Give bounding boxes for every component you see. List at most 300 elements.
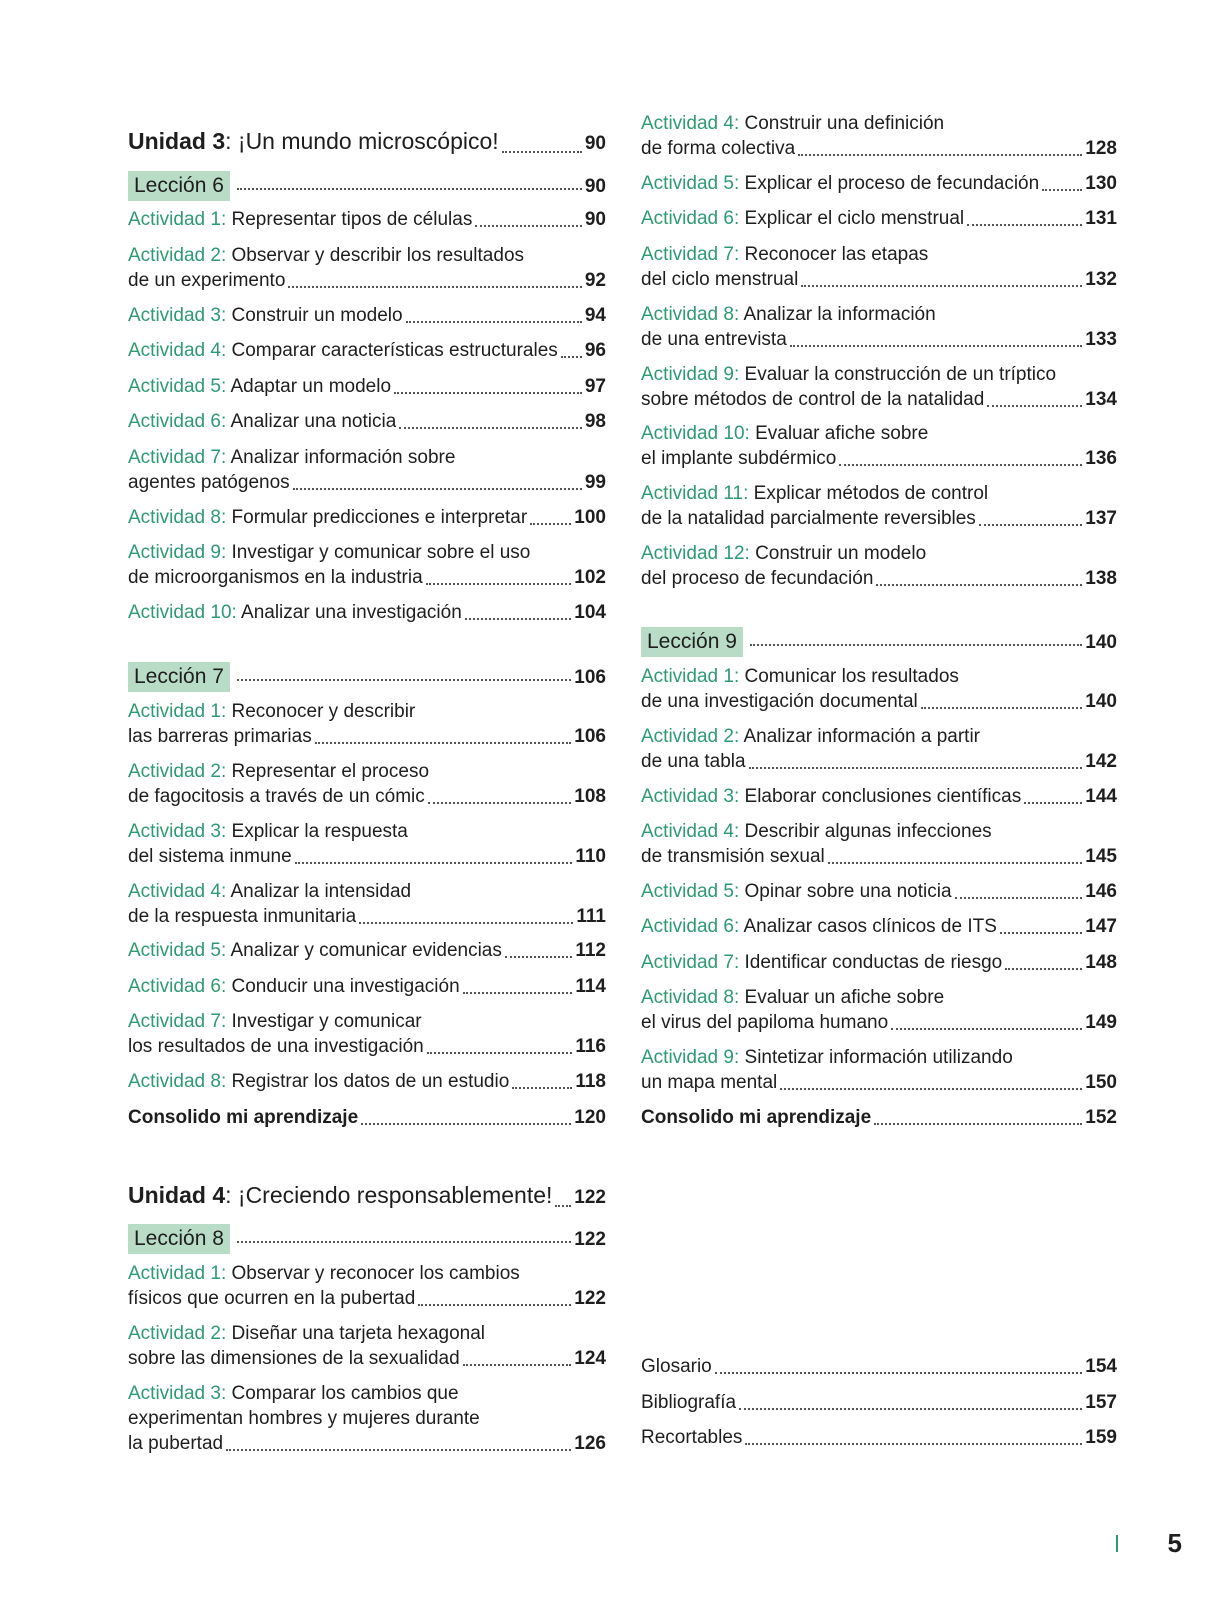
activity-entry[interactable] xyxy=(641,541,1117,591)
activity-title: Evaluar afiche sobre xyxy=(755,423,929,444)
page-ref: 92 xyxy=(584,270,606,291)
activity-label: Actividad 7: xyxy=(128,1011,227,1032)
toc-line xyxy=(641,1045,1117,1070)
leader-dots xyxy=(1000,932,1082,934)
toc-row xyxy=(128,303,606,328)
activity-entry[interactable] xyxy=(641,724,1117,774)
unit-title: : ¡Creciendo responsablemente! xyxy=(225,1182,553,1208)
activity-label: Actividad 6: xyxy=(128,411,227,432)
page-number-bar xyxy=(1116,1535,1118,1552)
leader-dots xyxy=(874,1123,1082,1125)
leader-dots xyxy=(891,1028,1082,1030)
activity-entry[interactable] xyxy=(641,819,1117,869)
activity-title: de una investigación documental xyxy=(641,691,918,712)
activity-entry[interactable] xyxy=(641,1045,1117,1095)
activity-title: Opinar sobre una noticia xyxy=(744,881,952,902)
activity-entry[interactable] xyxy=(641,206,1117,231)
toc-text xyxy=(128,938,502,963)
activity-title: las barreras primarias xyxy=(128,726,312,747)
toc-text xyxy=(641,1070,777,1095)
toc-text xyxy=(128,1180,552,1210)
toc-line xyxy=(128,699,606,724)
backmatter-entry[interactable] xyxy=(641,1425,1117,1450)
page-ref: 108 xyxy=(574,786,606,807)
activity-label: Actividad 6: xyxy=(641,916,740,937)
activity-title: Analizar casos clínicos de ITS xyxy=(743,916,997,937)
leader-dots xyxy=(780,1088,1082,1090)
activity-entry[interactable] xyxy=(641,950,1117,975)
toc-row xyxy=(128,844,606,869)
leader-dots xyxy=(359,922,573,924)
activity-entry[interactable] xyxy=(128,1261,606,1311)
activity-entry[interactable] xyxy=(128,759,606,809)
toc-text xyxy=(641,136,795,161)
page-ref: 99 xyxy=(584,472,606,493)
page-ref: 100 xyxy=(574,507,606,528)
activity-entry[interactable] xyxy=(641,879,1117,904)
leader-dots xyxy=(505,956,572,958)
activity-title: los resultados de una investigación xyxy=(128,1036,424,1057)
toc-row xyxy=(128,938,606,963)
leader-dots xyxy=(876,584,1082,586)
toc-text xyxy=(641,327,787,352)
backmatter-entry[interactable] xyxy=(641,1390,1117,1415)
page-ref: 90 xyxy=(584,133,606,154)
activity-title: Conducir una investigación xyxy=(231,976,460,997)
page-ref: 102 xyxy=(574,567,606,588)
leader-dots xyxy=(979,524,1082,526)
consolido-entry[interactable] xyxy=(128,1105,606,1130)
activity-label: Actividad 4: xyxy=(641,821,740,842)
activity-title: Reconocer las etapas xyxy=(744,244,929,265)
page-ref: 159 xyxy=(1085,1427,1117,1448)
activity-title: Evaluar un afiche sobre xyxy=(744,987,945,1008)
leader-dots xyxy=(463,1364,572,1366)
page-ref: 148 xyxy=(1085,952,1117,973)
toc-row xyxy=(128,974,606,999)
leader-dots xyxy=(801,285,1082,287)
activity-title: Diseñar una tarjeta hexagonal xyxy=(231,1323,486,1344)
toc-text xyxy=(641,387,984,412)
toc-text xyxy=(128,904,356,929)
leader-dots xyxy=(828,862,1083,864)
toc-line xyxy=(128,1381,606,1406)
leader-dots xyxy=(418,1304,571,1306)
leader-dots xyxy=(555,1205,571,1207)
activity-label: Actividad 8: xyxy=(128,1071,227,1092)
toc-line xyxy=(128,759,606,784)
activity-entry[interactable] xyxy=(641,171,1117,196)
page-ref: 150 xyxy=(1085,1072,1117,1093)
activity-title: Investigar y comunicar xyxy=(231,1011,422,1032)
page-ref: 140 xyxy=(1085,631,1117,653)
activity-title: Explicar el ciclo menstrual xyxy=(744,208,965,229)
toc-row xyxy=(641,327,1117,352)
page-ref: 106 xyxy=(574,666,606,688)
toc-text xyxy=(128,662,234,692)
activity-label: Actividad 4: xyxy=(641,113,740,134)
activity-entry[interactable] xyxy=(641,914,1117,939)
toc-text xyxy=(641,879,952,904)
leader-dots xyxy=(463,992,573,994)
toc-text xyxy=(641,1390,736,1415)
activity-entry[interactable] xyxy=(128,207,606,232)
unit-title: : ¡Un mundo microscópico! xyxy=(225,128,499,154)
toc-row xyxy=(128,565,606,590)
page-ref: 106 xyxy=(574,726,606,747)
activity-label: Actividad 12: xyxy=(641,543,750,564)
activity-title: Analizar información sobre xyxy=(230,447,456,468)
toc-line xyxy=(641,362,1117,387)
activity-title: Explicar el proceso de fecundación xyxy=(744,173,1040,194)
activity-title: Formular predicciones e interpretar xyxy=(231,507,528,528)
activity-title: de fagocitosis a través de un cómic xyxy=(128,786,425,807)
toc-row xyxy=(641,1105,1117,1130)
toc-row xyxy=(641,446,1117,471)
toc-text xyxy=(641,1425,742,1450)
toc-row xyxy=(641,784,1117,809)
activity-entry[interactable] xyxy=(128,243,606,293)
toc-text xyxy=(128,1431,223,1456)
leader-dots xyxy=(955,897,1083,899)
toc-text xyxy=(641,784,1021,809)
leader-dots xyxy=(428,802,572,804)
activity-label: Actividad 4: xyxy=(128,340,227,361)
backmatter-entry-label: Glosario xyxy=(641,1356,712,1377)
activity-entry[interactable] xyxy=(128,819,606,869)
page-ref: 90 xyxy=(584,209,606,230)
activity-title: Comparar características estructurales xyxy=(231,340,558,361)
activity-entry[interactable] xyxy=(128,938,606,963)
activity-title: del ciclo menstrual xyxy=(641,269,799,290)
page-ref: 142 xyxy=(1085,751,1117,772)
activity-entry[interactable] xyxy=(128,1069,606,1094)
lesson-badge: Lección 8 xyxy=(128,1224,230,1254)
activity-entry[interactable] xyxy=(641,111,1117,161)
leader-dots xyxy=(427,1052,573,1054)
activity-title: Evaluar la construcción de un tríptico xyxy=(744,364,1057,385)
page-ref: 90 xyxy=(584,175,606,197)
toc-line xyxy=(641,664,1117,689)
page-ref: 130 xyxy=(1085,173,1117,194)
activity-title: sobre métodos de control de la natalidad xyxy=(641,389,985,410)
activity-title: Elaborar conclusiones científicas xyxy=(744,786,1022,807)
activity-entry[interactable] xyxy=(128,974,606,999)
toc-line xyxy=(128,243,606,268)
toc-row xyxy=(128,1224,606,1254)
toc-text xyxy=(641,627,747,657)
activity-entry[interactable] xyxy=(128,1321,606,1371)
page-ref: 120 xyxy=(574,1107,606,1128)
activity-label: Actividad 9: xyxy=(128,542,227,563)
activity-label: Actividad 1: xyxy=(128,701,227,722)
toc-text xyxy=(128,268,285,293)
activity-label: Actividad 2: xyxy=(128,245,227,266)
activity-entry[interactable] xyxy=(128,445,606,495)
activity-title: sobre las dimensiones de la sexualidad xyxy=(128,1348,460,1369)
consolido-entry[interactable] xyxy=(641,1105,1117,1130)
page-ref: 98 xyxy=(584,411,606,432)
activity-entry[interactable] xyxy=(641,481,1117,531)
unit-number: Unidad 4 xyxy=(128,1182,226,1208)
leader-dots xyxy=(1024,802,1082,804)
activity-title: Identificar conductas de riesgo xyxy=(744,952,1003,973)
leader-dots xyxy=(530,523,571,525)
toc-text xyxy=(128,470,290,495)
activity-title: Describir algunas infecciones xyxy=(744,821,992,842)
activity-label: Actividad 3: xyxy=(128,1383,227,1404)
toc-text xyxy=(128,126,499,156)
activity-entry[interactable] xyxy=(128,540,606,590)
leader-dots xyxy=(288,286,581,288)
toc-text xyxy=(641,749,746,774)
lesson-heading[interactable] xyxy=(128,662,606,692)
toc-row xyxy=(641,136,1117,161)
toc-line xyxy=(641,242,1117,267)
toc-text xyxy=(641,914,997,939)
activity-label: Actividad 5: xyxy=(128,376,227,397)
unit-number: Unidad 3 xyxy=(128,128,226,154)
activity-entry[interactable] xyxy=(641,784,1117,809)
activity-entry[interactable] xyxy=(641,985,1117,1035)
activity-label: Actividad 7: xyxy=(128,447,227,468)
activity-entry[interactable] xyxy=(128,338,606,363)
activity-label: Actividad 5: xyxy=(128,940,227,961)
activity-label: Actividad 5: xyxy=(641,173,740,194)
activity-title: de un experimento xyxy=(128,270,286,291)
toc-row xyxy=(641,1070,1117,1095)
activity-title: Analizar la información xyxy=(743,304,936,325)
activity-title: Comunicar los resultados xyxy=(744,666,959,687)
unit-heading[interactable] xyxy=(128,126,606,159)
page-ref: 122 xyxy=(574,1228,606,1250)
backmatter-entry[interactable] xyxy=(641,1354,1117,1379)
activity-entry[interactable] xyxy=(128,600,606,625)
leader-dots xyxy=(749,767,1083,769)
toc-row xyxy=(128,1286,606,1311)
toc-row xyxy=(128,1180,606,1213)
toc-row xyxy=(128,1346,606,1371)
page-ref: 110 xyxy=(575,846,606,867)
activity-label: Actividad 11: xyxy=(641,483,749,504)
lesson-badge: Lección 9 xyxy=(641,627,743,657)
activity-entry[interactable] xyxy=(128,699,606,749)
activity-title: Analizar una investigación xyxy=(241,602,462,623)
activity-title: Analizar información a partir xyxy=(743,726,981,747)
activity-entry[interactable] xyxy=(128,1381,606,1456)
leader-dots xyxy=(394,392,582,394)
activity-entry[interactable] xyxy=(128,1009,606,1059)
toc-line xyxy=(641,302,1117,327)
activity-title: Explicar la respuesta xyxy=(231,821,408,842)
leader-dots xyxy=(465,618,572,620)
toc-text xyxy=(641,689,918,714)
leader-dots xyxy=(715,1372,1083,1374)
page-ref: 140 xyxy=(1085,691,1117,712)
leader-dots xyxy=(502,151,582,153)
toc-line xyxy=(128,819,606,844)
activity-title: de forma colectiva xyxy=(641,138,796,159)
toc-row xyxy=(641,267,1117,292)
consolido-entry-label: Consolido mi aprendizaje xyxy=(128,1107,359,1128)
leader-dots xyxy=(967,224,1082,226)
page-ref: 122 xyxy=(574,1288,606,1309)
backmatter-entry-label: Recortables xyxy=(641,1427,743,1448)
toc-text xyxy=(641,1105,871,1130)
activity-label: Actividad 3: xyxy=(128,305,227,326)
leader-dots xyxy=(315,742,572,744)
page-ref: 157 xyxy=(1085,1392,1117,1413)
activity-entry[interactable] xyxy=(641,242,1117,292)
activity-title: Analizar y comunicar evidencias xyxy=(230,940,502,961)
leader-dots xyxy=(293,488,582,490)
toc-row xyxy=(641,566,1117,591)
activity-entry[interactable] xyxy=(128,505,606,530)
toc-text xyxy=(128,724,312,749)
toc-line xyxy=(128,445,606,470)
activity-label: Actividad 10: xyxy=(641,423,750,444)
toc-row xyxy=(128,268,606,293)
toc-text xyxy=(641,844,825,869)
leader-dots xyxy=(226,1449,571,1451)
toc-row xyxy=(641,1010,1117,1035)
lesson-badge: Lección 6 xyxy=(128,171,230,201)
toc-text xyxy=(128,1034,424,1059)
activity-label: Actividad 4: xyxy=(128,881,227,902)
page-ref: 145 xyxy=(1085,846,1117,867)
page-ref: 152 xyxy=(1085,1107,1117,1128)
page-ref: 137 xyxy=(1085,508,1117,529)
toc-line xyxy=(128,1406,606,1431)
activity-title: de transmisión sexual xyxy=(641,846,825,867)
toc-row xyxy=(641,749,1117,774)
leader-dots xyxy=(1042,189,1082,191)
activity-entry[interactable] xyxy=(641,664,1117,714)
toc-line xyxy=(128,540,606,565)
activity-title: Construir un modelo xyxy=(231,305,403,326)
activity-title: Analizar la intensidad xyxy=(230,881,412,902)
toc-row xyxy=(128,338,606,363)
toc-text xyxy=(128,974,460,999)
page-ref: 112 xyxy=(575,940,606,961)
toc-line xyxy=(641,111,1117,136)
leader-dots xyxy=(426,583,572,585)
toc-row xyxy=(641,1390,1117,1415)
leader-dots xyxy=(237,188,582,190)
activity-entry[interactable] xyxy=(641,421,1117,471)
toc-text xyxy=(641,171,1039,196)
leader-dots xyxy=(739,1408,1082,1410)
page-ref: 94 xyxy=(584,305,606,326)
toc-row xyxy=(128,1069,606,1094)
toc-row xyxy=(641,1354,1117,1379)
toc-text xyxy=(128,844,292,869)
page-ref: 144 xyxy=(1085,786,1117,807)
toc-row xyxy=(641,387,1117,412)
leader-dots xyxy=(512,1087,572,1089)
toc-text xyxy=(641,506,976,531)
activity-title: agentes patógenos xyxy=(128,472,290,493)
lesson-badge: Lección 7 xyxy=(128,662,230,692)
activity-entry[interactable] xyxy=(128,303,606,328)
toc-line xyxy=(128,879,606,904)
lesson-heading[interactable] xyxy=(641,627,1117,657)
toc-row xyxy=(128,724,606,749)
consolido-entry-label: Consolido mi aprendizaje xyxy=(641,1107,872,1128)
leader-dots xyxy=(839,464,1082,466)
leader-dots xyxy=(399,427,582,429)
page-ref: 133 xyxy=(1085,329,1117,350)
page-ref: 96 xyxy=(584,340,606,361)
lesson-heading[interactable] xyxy=(128,1224,606,1254)
activity-entry[interactable] xyxy=(128,409,606,434)
toc-text xyxy=(128,1105,358,1130)
activity-title: un mapa mental xyxy=(641,1072,778,1093)
toc-text xyxy=(641,566,873,591)
leader-dots xyxy=(406,321,582,323)
toc-row xyxy=(641,914,1117,939)
activity-title: Sintetizar información utilizando xyxy=(744,1047,1013,1068)
page-ref: 118 xyxy=(575,1071,606,1092)
activity-title: de una entrevista xyxy=(641,329,787,350)
activity-title: Representar tipos de células xyxy=(231,209,473,230)
activity-title: el virus del papiloma humano xyxy=(641,1012,889,1033)
toc-row xyxy=(128,409,606,434)
leader-dots xyxy=(750,644,1082,646)
page-ref: 124 xyxy=(574,1348,606,1369)
page-ref: 114 xyxy=(575,976,606,997)
toc-row xyxy=(641,627,1117,657)
toc-line xyxy=(641,421,1117,446)
activity-label: Actividad 7: xyxy=(641,244,740,265)
activity-title: el implante subdérmico xyxy=(641,448,837,469)
page-ref: 97 xyxy=(584,376,606,397)
backmatter-entry-label: Bibliografía xyxy=(641,1392,737,1413)
activity-title: Explicar métodos de control xyxy=(753,483,989,504)
toc-line xyxy=(641,819,1117,844)
activity-title: del sistema inmune xyxy=(128,846,292,867)
activity-title: de microorganismos en la industria xyxy=(128,567,423,588)
toc-line xyxy=(641,541,1117,566)
page-ref: 147 xyxy=(1085,916,1117,937)
activity-label: Actividad 6: xyxy=(128,976,227,997)
activity-entry[interactable] xyxy=(641,362,1117,412)
page-ref: 128 xyxy=(1085,138,1117,159)
unit-heading[interactable] xyxy=(128,1180,606,1213)
toc-text xyxy=(128,303,403,328)
toc-text xyxy=(128,374,391,399)
activity-title: Observar y reconocer los cambios xyxy=(231,1263,520,1284)
toc-row xyxy=(641,950,1117,975)
activity-entry[interactable] xyxy=(128,374,606,399)
activity-label: Actividad 8: xyxy=(641,987,740,1008)
activity-title: Analizar una noticia xyxy=(230,411,397,432)
page-ref: 138 xyxy=(1085,568,1117,589)
page-ref: 132 xyxy=(1085,269,1117,290)
lesson-heading[interactable] xyxy=(128,171,606,201)
activity-label: Actividad 10: xyxy=(128,602,237,623)
page-ref: 146 xyxy=(1085,881,1117,902)
activity-title: Registrar los datos de un estudio xyxy=(231,1071,510,1092)
leader-dots xyxy=(1005,968,1082,970)
toc-text xyxy=(128,1224,234,1254)
activity-entry[interactable] xyxy=(128,879,606,929)
toc-text xyxy=(128,207,472,232)
toc-line xyxy=(128,1321,606,1346)
toc-text xyxy=(128,171,234,201)
activity-entry[interactable] xyxy=(641,302,1117,352)
activity-title: experimentan hombres y mujeres durante xyxy=(128,1408,480,1429)
